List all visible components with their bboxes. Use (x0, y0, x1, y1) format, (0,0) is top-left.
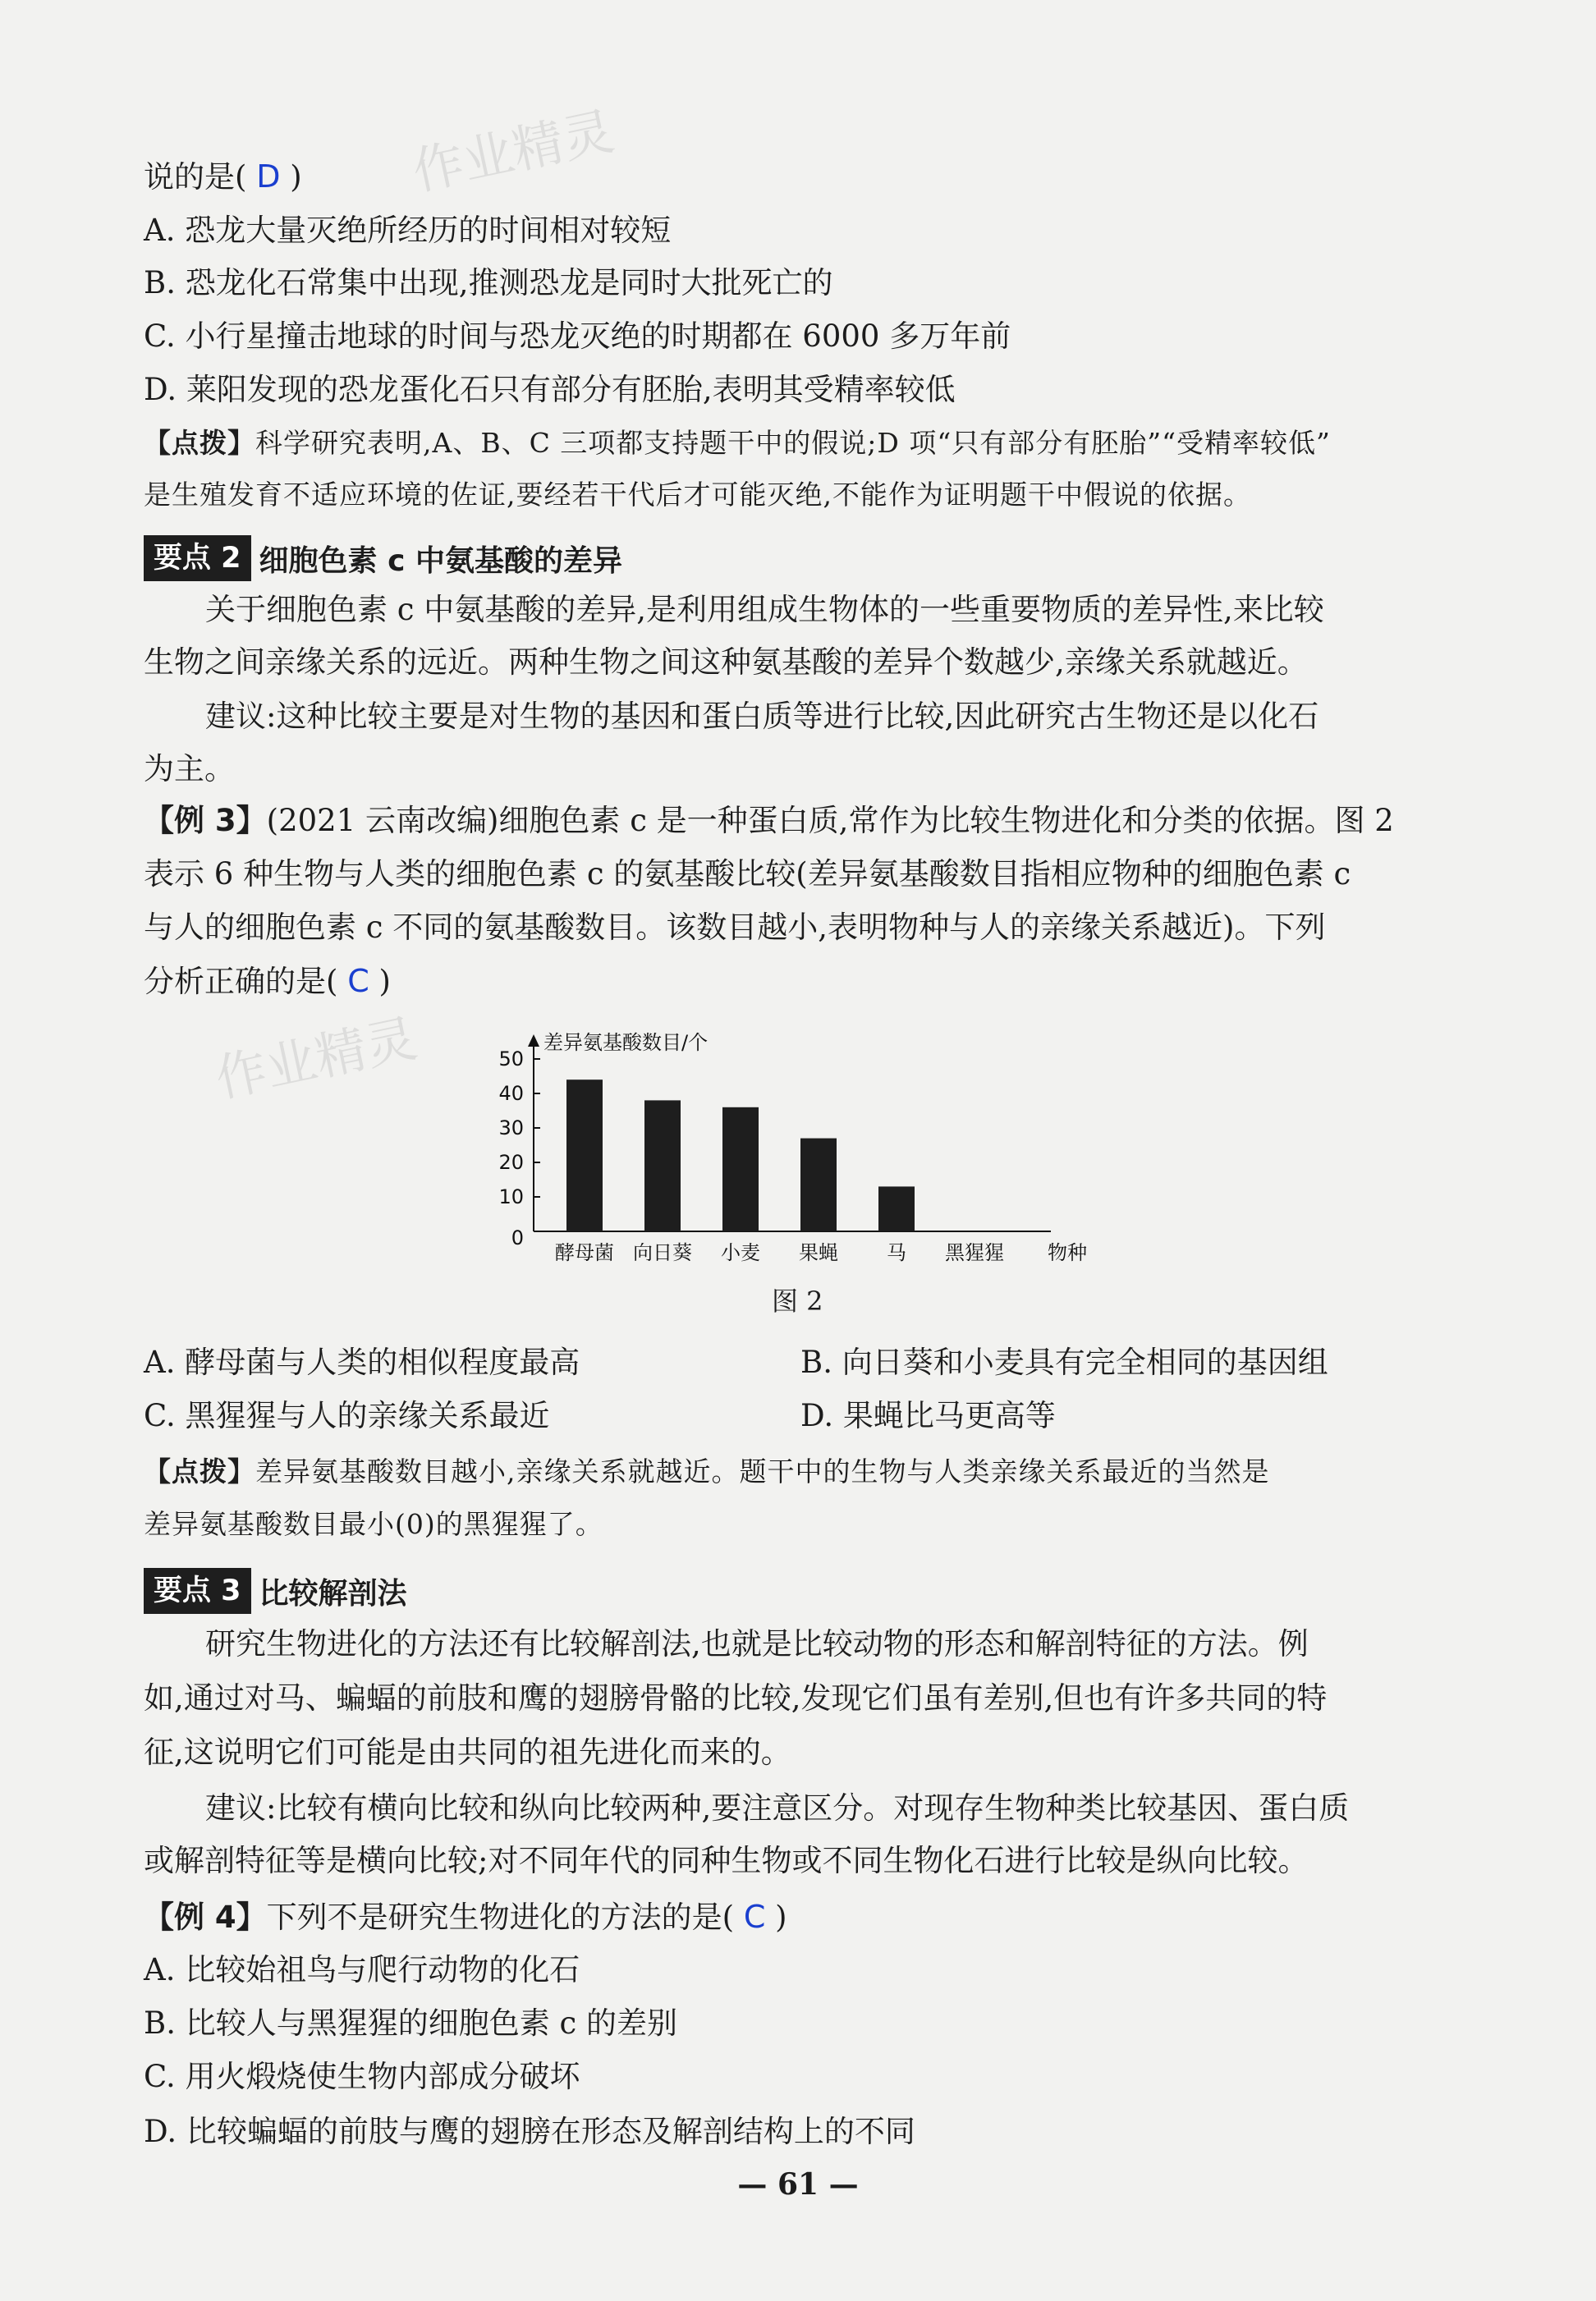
watermark-middle: 作业精灵 (210, 1007, 422, 1109)
x-tick-label: 向日葵 (633, 1241, 692, 1264)
x-tick-label: 果蝇 (799, 1241, 838, 1264)
figure-caption: 图 2 (772, 1286, 823, 1317)
y-axis-label: 差异氨基酸数目/个 (543, 1031, 709, 1054)
y-tick-label: 40 (498, 1082, 524, 1105)
y-tick-label: 0 (511, 1226, 524, 1249)
ex3-option-c: C. 黑猩猩与人的亲缘关系最近 (144, 1398, 550, 1433)
point3-tag: 要点 3 (144, 1568, 251, 1614)
ex3-note: 【点拨】差异氨基酸数目越小,亲缘关系就越近。题干中的生物与人类亲缘关系最近的当然是 (144, 1455, 1270, 1487)
ex3-answer: C (347, 963, 369, 999)
point3-para2-l1: 建议:比较有横向比较和纵向比较两种,要注意区分。对现存生物种类比较基因、蛋白质 (205, 1790, 1350, 1826)
ex3-line4: 分析正确的是( C ) (144, 963, 391, 999)
point2-title: 细胞色素 c 中氨基酸的差异 (259, 543, 622, 578)
bar (566, 1079, 603, 1231)
point2-para1-l1: 关于细胞色素 c 中氨基酸的差异,是利用组成生物体的一些重要物质的差异性,来比较 (205, 592, 1324, 627)
q2-option-a: A. 恐龙大量灭绝所经历的时间相对较短 (144, 213, 672, 248)
bar (800, 1139, 837, 1231)
ex4-option-b: B. 比较人与黑猩猩的细胞色素 c 的差别 (144, 2005, 677, 2041)
ex4-option-d: D. 比较蝙蝠的前肢与鹰的翅膀在形态及解剖结构上的不同 (144, 2114, 915, 2149)
amino-acid-bar-chart (476, 1030, 1133, 1293)
ex3-line2: 表示 6 种生物与人类的细胞色素 c 的氨基酸比较(差异氨基酸数目指相应物种的细胞色素 c (144, 856, 1351, 892)
point3-para1-l3: 征,这说明它们可能是由共同的祖先进化而来的。 (144, 1735, 791, 1770)
ex4-stem: 【例 4】下列不是研究生物进化的方法的是( C ) (144, 1899, 787, 1935)
point3-para2-l2: 或解剖特征等是横向比较;对不同年代的同种生物或不同生物化石进行比较是纵向比较。 (144, 1843, 1309, 1878)
q2-stem: 说的是( D ) (144, 158, 302, 195)
q2-note: 【点拨】科学研究表明,A、B、C 三项都支持题干中的假说;D 项“只有部分有胚胎”“受精率较低” (144, 427, 1331, 459)
bar (644, 1100, 681, 1231)
watermark-top: 作业精灵 (407, 100, 619, 202)
point2-para2-l1: 建议:这种比较主要是对生物的基因和蛋白质等进行比较,因此研究古生物还是以化石 (205, 699, 1319, 734)
x-tick-label: 酵母菌 (555, 1241, 614, 1264)
page-number: 61 (777, 2167, 819, 2202)
ex4-answer: C (743, 1899, 766, 1935)
q2-answer: D (256, 158, 281, 195)
ex3-line1: 【例 3】(2021 云南改编)细胞色素 c 是一种蛋白质,常作为比较生物进化和分类的依据。图 2 (144, 803, 1394, 838)
ex3-note-cont: 差异氨基酸数目最小(0)的黑猩猩了。 (144, 1508, 603, 1540)
q2-option-c: C. 小行星撞击地球的时间与恐龙灭绝的时期都在 6000 多万年前 (144, 319, 1011, 354)
q2-note-cont: 是生殖发育不适应环境的佐证,要经若干代后才可能灭绝,不能作为证明题干中假说的依据。 (144, 479, 1251, 511)
point2-para1-l2: 生物之间亲缘关系的远近。两种生物之间这种氨基酸的差异个数越少,亲缘关系就越近。 (144, 644, 1308, 680)
ex4-option-a: A. 比较始祖鸟与爬行动物的化石 (144, 1952, 580, 1987)
x-tick-label: 马 (887, 1241, 906, 1264)
bar (878, 1186, 915, 1231)
y-tick-label: 10 (498, 1185, 524, 1208)
ex4-option-c: C. 用火煅烧使生物内部成分破坏 (144, 2059, 580, 2094)
ex3-option-a: A. 酵母菌与人类的相似程度最高 (144, 1345, 580, 1380)
q2-option-b: B. 恐龙化石常集中出现,推测恐龙是同时大批死亡的 (144, 265, 833, 300)
page-footer: — 61 — (737, 2167, 859, 2202)
q2-option-d: D. 莱阳发现的恐龙蛋化石只有部分有胚胎,表明其受精率较低 (144, 372, 956, 407)
bar (722, 1107, 759, 1231)
point2-tag: 要点 2 (144, 535, 251, 581)
y-tick-label: 30 (498, 1116, 524, 1139)
point2-para2-l2: 为主。 (144, 751, 235, 786)
y-tick-label: 50 (498, 1047, 524, 1070)
chart-svg (476, 1030, 1133, 1293)
y-axis-arrow (528, 1034, 539, 1047)
x-tick-label: 小麦 (721, 1241, 760, 1264)
x-tick-label: 黑猩猩 (945, 1241, 1004, 1264)
ex3-option-b: B. 向日葵和小麦具有完全相同的基因组 (800, 1345, 1328, 1380)
point2-heading (144, 535, 622, 581)
ex3-option-d: D. 果蝇比马更高等 (800, 1398, 1056, 1433)
point3-para1-l2: 如,通过对马、蝙蝠的前肢和鹰的翅膀骨骼的比较,发现它们虽有差别,但也有许多共同的特 (144, 1680, 1328, 1716)
point3-heading (144, 1568, 407, 1614)
point3-title: 比较解剖法 (259, 1576, 407, 1611)
ex3-line3: 与人的细胞色素 c 不同的氨基酸数目。该数目越小,表明物种与人的亲缘关系越近)。下列 (144, 910, 1326, 945)
x-axis-label: 物种 (1048, 1241, 1087, 1264)
point3-para1-l1: 研究生物进化的方法还有比较解剖法,也就是比较动物的形态和解剖特征的方法。例 (205, 1626, 1309, 1662)
y-tick-label: 20 (498, 1151, 524, 1174)
